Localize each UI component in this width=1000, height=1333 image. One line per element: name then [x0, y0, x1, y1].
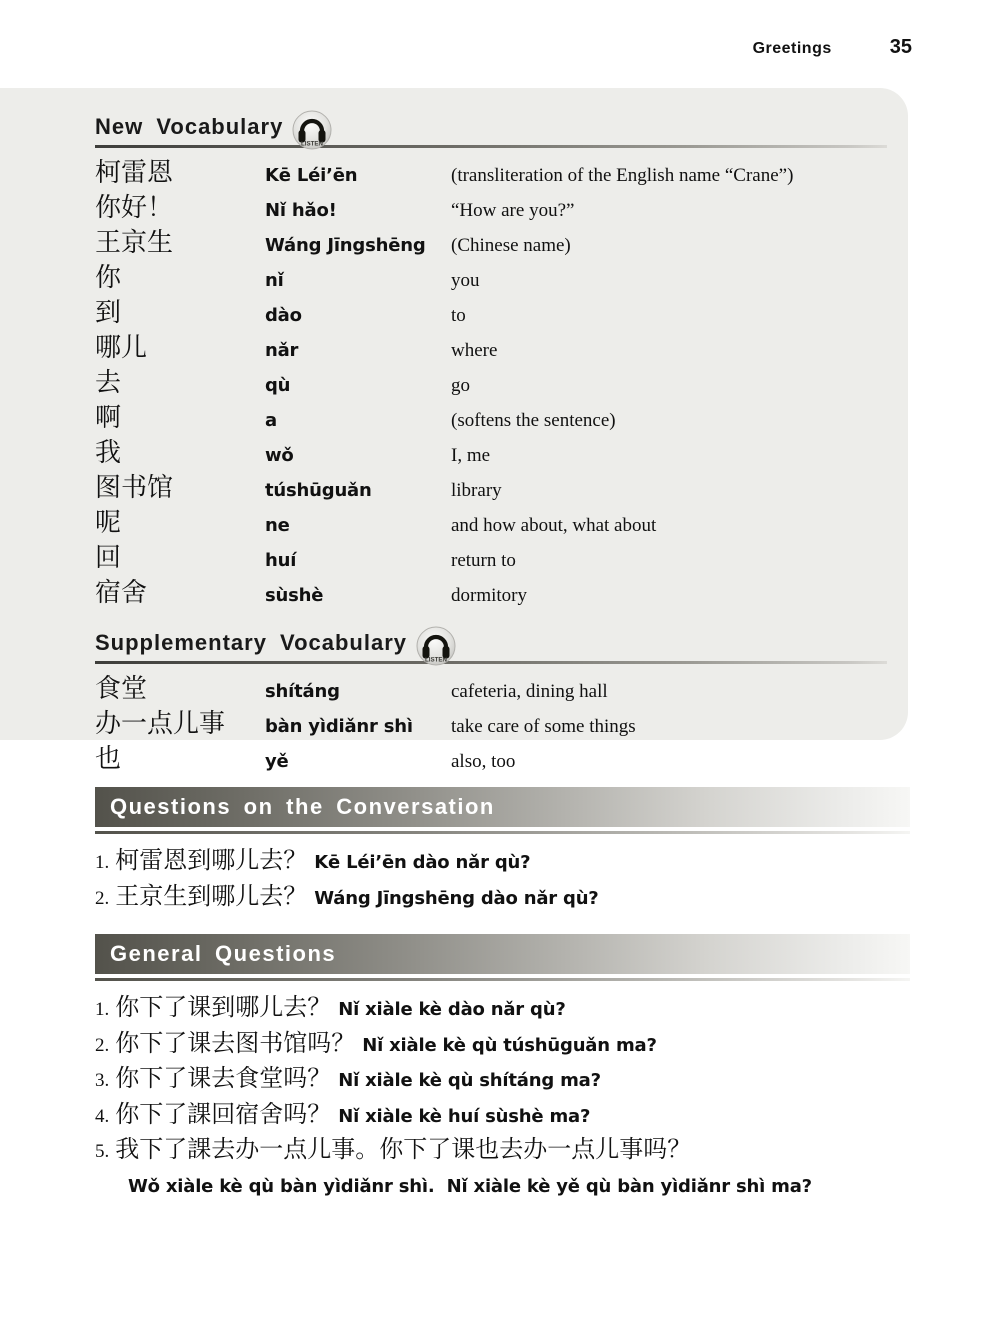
vocab-pinyin: Wáng Jīngshēng: [265, 235, 426, 256]
vocab-row: [95, 472, 888, 507]
vocab-english: return to: [451, 550, 516, 571]
listen-audio-icon: [416, 626, 456, 666]
vocab-pinyin: qù: [265, 375, 291, 396]
vocab-pinyin: yě: [265, 751, 289, 772]
new-vocabulary-table: [95, 157, 888, 612]
vocab-english: library: [451, 480, 502, 501]
vocab-row: [95, 437, 888, 472]
new-vocabulary-title: New Vocabulary: [95, 114, 284, 139]
vocab-row: [95, 577, 888, 612]
vocab-hanzi: 食堂: [95, 674, 148, 703]
question-hanzi: 你下了课去图书馆吗？: [115, 1030, 356, 1057]
question-number: 2.: [95, 1034, 110, 1056]
vocab-pinyin: sùshè: [265, 585, 324, 606]
question-number: 4.: [95, 1105, 110, 1127]
vocab-hanzi: 去: [95, 368, 122, 397]
vocab-english: (transliteration of the English name “Crane”): [451, 165, 794, 186]
question-hanzi: 你下了课到哪儿去？: [115, 995, 332, 1021]
vocab-pinyin: huí: [265, 550, 297, 571]
supplementary-vocabulary-title: Supplementary Vocabulary: [95, 630, 408, 655]
vocab-hanzi: 王京生: [95, 228, 174, 257]
vocabulary-panel: [0, 88, 908, 773]
general-question-list: [95, 992, 910, 1204]
question-number: 3.: [95, 1070, 110, 1091]
question-hanzi: 王京生到哪儿去？: [115, 883, 308, 910]
vocab-pinyin: nǐ: [265, 270, 284, 291]
vocab-english: to: [451, 305, 466, 326]
vocab-pinyin: Nǐ hǎo!: [265, 200, 337, 221]
question-number: 1.: [95, 999, 110, 1020]
banner-underline: [95, 978, 910, 981]
listen-audio-icon: [292, 110, 332, 150]
vocab-english: “How are you?”: [451, 200, 575, 221]
conversation-questions-section: [95, 787, 910, 916]
vocab-row: [95, 297, 888, 332]
vocab-row: [95, 507, 888, 542]
vocab-english: and how about, what about: [451, 515, 657, 536]
question-item: [95, 1099, 910, 1135]
vocab-pinyin: Kē Léi’ēn: [265, 165, 358, 186]
question-pinyin: Nǐ xiàle kè huí sùshè ma?: [338, 1105, 591, 1127]
question-item: [95, 1063, 910, 1099]
banner-underline: [95, 831, 910, 834]
vocab-row: [95, 192, 888, 227]
question-pinyin: Kē Léi’ēn dào nǎr qù?: [314, 852, 531, 873]
question-number: 5.: [95, 1141, 110, 1162]
vocab-row: [95, 743, 888, 778]
question-pinyin: Nǐ xiàle kè qù túshūguǎn ma?: [362, 1034, 657, 1056]
vocab-pinyin: shítáng: [265, 681, 340, 702]
listen-icon-label: LISTEN: [301, 140, 324, 148]
new-vocabulary-header: [95, 112, 888, 148]
vocab-hanzi: 柯雷恩: [95, 158, 174, 187]
question-number: 2.: [95, 887, 110, 909]
vocab-hanzi: 哪儿: [95, 333, 148, 362]
vocab-english: where: [451, 340, 498, 361]
question-hanzi: 我下了課去办一点儿事。你下了课也去办一点儿事吗？: [115, 1137, 692, 1163]
question-pinyin: Nǐ xiàle kè qù shítáng ma?: [338, 1070, 601, 1091]
vocab-english: (Chinese name): [451, 235, 571, 256]
general-questions-section: [95, 934, 910, 1204]
vocab-english: go: [451, 375, 470, 396]
vocab-hanzi: 我: [95, 438, 122, 467]
page-number: 35: [889, 36, 912, 58]
conversation-questions-banner: [95, 787, 910, 827]
general-questions-banner: [95, 934, 910, 974]
vocab-english: I, me: [451, 445, 491, 466]
vocab-hanzi: 到: [95, 298, 122, 327]
vocab-english: take care of some things: [451, 716, 636, 737]
vocab-hanzi: 也: [95, 744, 122, 773]
question-item: [95, 1134, 910, 1204]
vocab-hanzi: 你: [95, 263, 122, 292]
general-questions-title: General Questions: [110, 941, 337, 966]
vocab-hanzi: 宿舍: [95, 578, 148, 607]
vocab-hanzi: 图书馆: [95, 473, 174, 502]
question-pinyin: Nǐ xiàle kè dào nǎr qù?: [338, 999, 566, 1020]
vocab-hanzi: 呢: [95, 508, 122, 537]
vocab-row: [95, 227, 888, 262]
vocab-pinyin: nǎr: [265, 340, 299, 361]
vocab-hanzi: 你好！: [95, 193, 174, 222]
conversation-questions-title: Questions on the Conversation: [110, 794, 495, 819]
listen-icon-label: LISTEN: [425, 656, 448, 664]
vocab-english: cafeteria, dining hall: [451, 681, 608, 702]
question-hanzi: 柯雷恩到哪儿去？: [115, 848, 308, 874]
vocab-pinyin: wǒ: [265, 445, 294, 466]
question-item: [95, 881, 910, 917]
supplementary-vocabulary-table: [95, 673, 888, 778]
vocab-row: [95, 367, 888, 402]
vocab-hanzi: 啊: [95, 403, 122, 432]
vocab-pinyin: túshūguǎn: [265, 480, 372, 501]
question-hanzi: 你下了课去食堂吗？: [115, 1066, 332, 1092]
vocab-hanzi: 回: [95, 543, 122, 572]
vocab-hanzi: 办一点儿事: [95, 709, 226, 738]
question-pinyin: Wáng Jīngshēng dào nǎr qù?: [314, 887, 599, 909]
vocab-english: you: [451, 270, 480, 291]
supplementary-vocabulary-header: [95, 628, 888, 664]
question-item: [95, 992, 910, 1028]
conversation-question-list: [95, 845, 910, 916]
vocab-row: [95, 542, 888, 577]
vocab-pinyin: dào: [265, 305, 302, 326]
vocab-pinyin: bàn yìdiǎnr shì: [265, 716, 413, 737]
supplementary-vocabulary-rule: [95, 661, 887, 664]
vocab-row: [95, 332, 888, 367]
chapter-title: Greetings: [752, 40, 832, 57]
vocab-english: (softens the sentence): [451, 410, 616, 431]
question-item: [95, 1028, 910, 1064]
vocab-row: [95, 402, 888, 437]
question-item: [95, 845, 910, 881]
vocab-row: [95, 157, 888, 192]
vocab-row: [95, 262, 888, 297]
vocab-english: dormitory: [451, 585, 527, 606]
vocab-pinyin: ne: [265, 515, 290, 536]
question-number: 1.: [95, 852, 110, 873]
running-head: [753, 36, 912, 59]
question-pinyin: Wǒ xiàle kè qù bàn yìdiǎnr shì. Nǐ xiàle kè yě qù bàn yìdiǎnr shì ma?: [128, 1175, 812, 1197]
vocab-row: [95, 673, 888, 708]
vocab-english: also, too: [451, 751, 516, 772]
supplementary-vocabulary-section: [95, 628, 888, 778]
vocab-pinyin: a: [265, 410, 277, 431]
vocab-row: [95, 708, 888, 743]
question-hanzi: 你下了課回宿舍吗？: [115, 1101, 332, 1128]
new-vocabulary-rule: [95, 145, 887, 148]
